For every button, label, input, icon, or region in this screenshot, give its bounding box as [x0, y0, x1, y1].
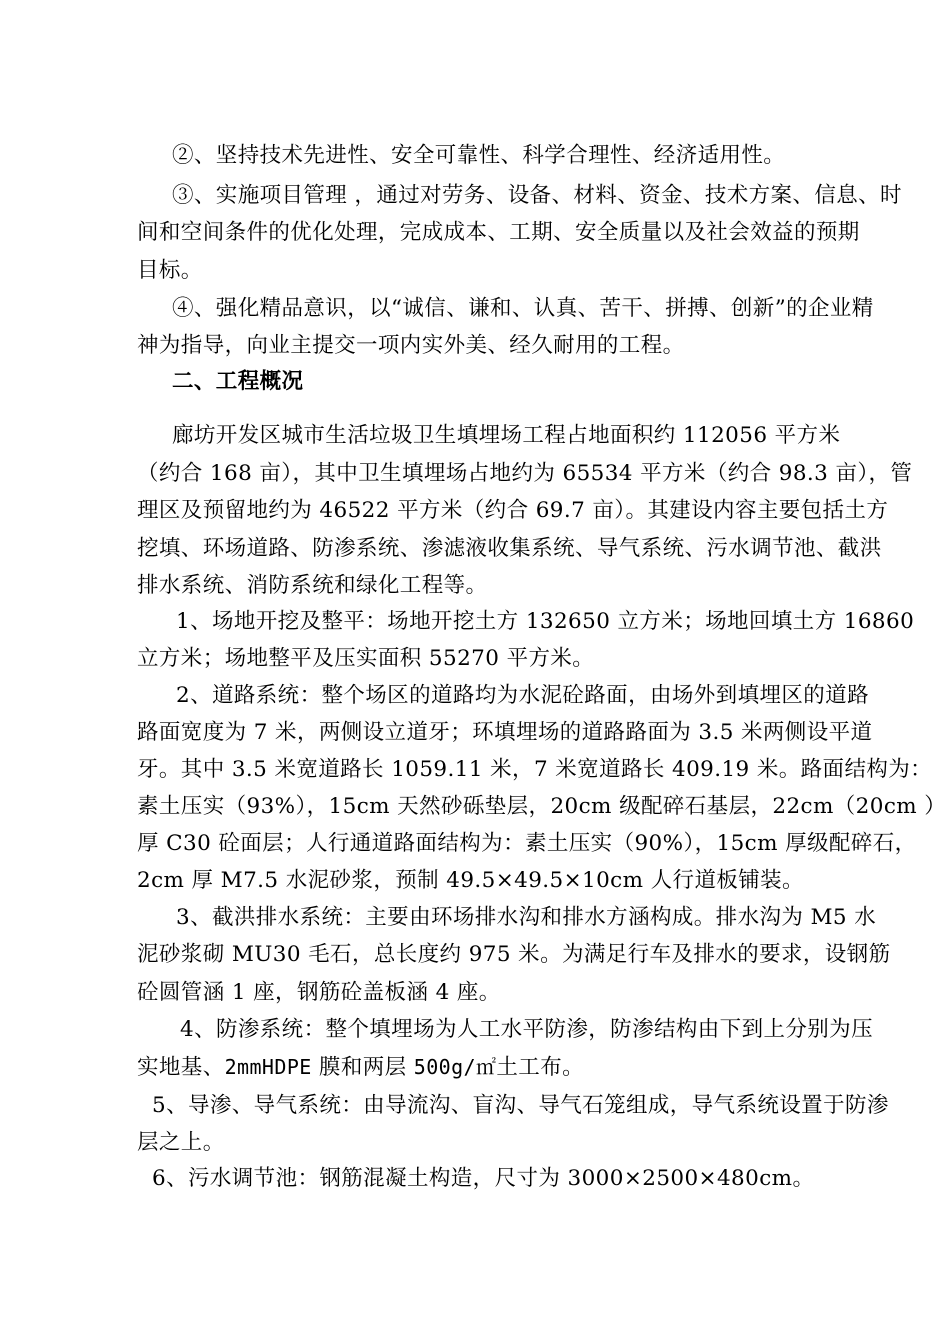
- item-4-spec-hdpe: 2mmHDPE: [224, 1055, 312, 1079]
- item-2-line-5: 厚 C30 砼面层；人行通道路面结构为：素土压实（90%），15cm 厚级配碎石，: [137, 831, 917, 856]
- overview-line-1: 廊坊开发区城市生活垃圾卫生填埋场工程占地面积约 112056 平方米: [172, 423, 841, 448]
- item-2-line-6: 2cm 厚 M7.5 水泥砂浆，预制 49.5×49.5×10cm 人行道板铺装。: [137, 868, 804, 893]
- principle-3-line-2: 间和空间条件的优化处理，完成成本、工期、安全质量以及社会效益的预期: [137, 220, 860, 245]
- item-4-line-1: 4、防渗系统：整个填埋场为人工水平防渗，防渗结构由下到上分别为压: [180, 1017, 873, 1042]
- overview-line-5: 排水系统、消防系统和绿化工程等。: [137, 573, 488, 598]
- overview-line-4: 挖填、环场道路、防渗系统、渗滤液收集系统、导气系统、污水调节池、截洪: [137, 536, 882, 561]
- item-2-line-2: 路面宽度为 7 米，两侧设立道牙；环填埋场的道路路面为 3.5 米两侧设平道: [137, 720, 873, 745]
- item-4-text-e: 土工布。: [496, 1055, 584, 1080]
- item-6-line-1: 6、污水调节池：钢筋混凝土构造，尺寸为 3000×2500×480cm。: [152, 1166, 815, 1191]
- item-1-line-2: 立方米；场地整平及压实面积 55270 平方米。: [137, 646, 595, 671]
- item-3-line-2: 泥砂浆砌 MU30 毛石，总长度约 975 米。为满足行车及排水的要求，设钢筋: [137, 942, 891, 967]
- principle-2: ②、坚持技术先进性、安全可靠性、科学合理性、经济适用性。: [172, 143, 786, 168]
- principle-3-line-1: ③、实施项目管理 ，通过对劳务、设备、材料、资金、技术方案、信息、时: [172, 183, 902, 208]
- item-4-text-a: 实地基、: [137, 1055, 225, 1080]
- item-2-line-1: 2、道路系统：整个场区的道路均为水泥砼路面，由场外到填埋区的道路: [176, 683, 869, 708]
- item-1-line-1: 1、场地开挖及整平：场地开挖土方 132650 立方米；场地回填土方 16860: [176, 609, 915, 634]
- item-3-line-1: 3、截洪排水系统：主要由环场排水沟和排水方涵构成。排水沟为 M5 水: [176, 905, 877, 930]
- section-heading: 二、工程概况: [172, 369, 304, 394]
- principle-4-line-1: ④、强化精品意识，以“诚信、谦和、认真、苦干、拼搏、创新”的企业精: [172, 296, 874, 321]
- item-4-text-c: 膜和两层: [311, 1055, 414, 1080]
- item-4-line-2: [137, 1052, 584, 1083]
- item-4-spec-weight: 500g/㎡: [413, 1055, 497, 1079]
- overview-line-2: （约合 168 亩），其中卫生填埋场占地约为 65534 平方米（约合 98.3 亩），管: [137, 461, 913, 486]
- item-3-line-3: 砼圆管涵 1 座，钢筋砼盖板涵 4 座。: [137, 980, 501, 1005]
- principle-4-line-2: 神为指导，向业主提交一项内实外美、经久耐用的工程。: [137, 333, 685, 358]
- item-5-line-2: 层之上。: [137, 1130, 225, 1155]
- principle-3-line-3: 目标。: [137, 258, 203, 283]
- item-2-line-3: 牙。其中 3.5 米宽道路长 1059.11 米，7 米宽道路长 409.19 米。路面结构为：: [137, 757, 933, 782]
- overview-line-3: 理区及预留地约为 46522 平方米（约合 69.7 亩）。其建设内容主要包括土方: [137, 498, 889, 523]
- item-2-line-4: 素土压实（93%），15cm 天然砂砾垫层，20cm 级配碎石基层，22cm（20cm ）: [137, 794, 947, 819]
- item-5-line-1: 5、导渗、导气系统：由导流沟、盲沟、导气石笼组成，导气系统设置于防渗: [152, 1093, 889, 1118]
